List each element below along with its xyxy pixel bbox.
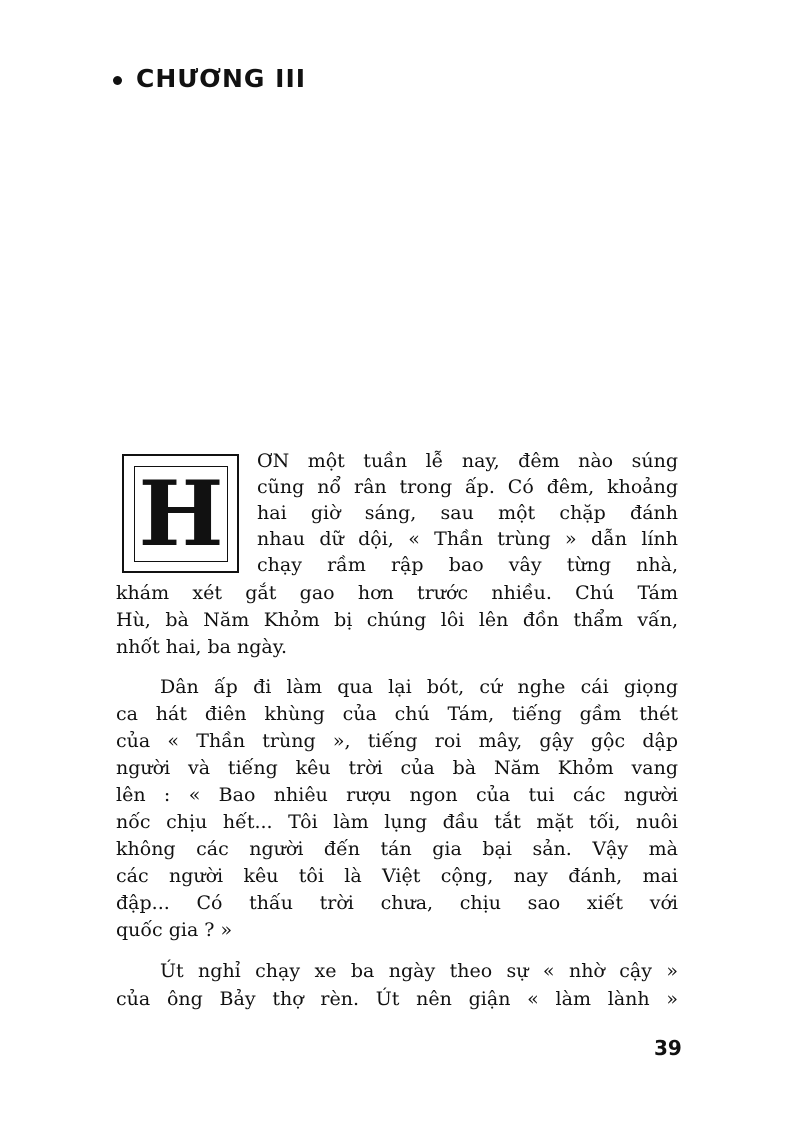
paragraph-1-line-4: nhau dữ dội, « Thần trùng » dẫn lính — [257, 528, 678, 550]
paragraph-1-line-6: khám xét gắt gao hơn trước nhiều. Chú Tám — [116, 582, 678, 604]
bullet-icon — [113, 76, 122, 85]
paragraph-2-line-8: các người kêu tôi là Việt cộng, nay đánh, mai — [116, 865, 678, 887]
paragraph-1-line-8: nhốt hai, ba ngày. — [116, 636, 287, 658]
drop-cap-inner-frame — [134, 461, 228, 567]
paragraph-2-line-6: nốc chịu hết... Tôi làm lụng đầu tắt mặt tối, nuôi — [116, 811, 678, 833]
paragraph-3-line-1: Út nghỉ chạy xe ba ngày theo sự « nhờ cậy » — [160, 960, 678, 982]
chapter-heading — [113, 64, 306, 93]
drop-cap-letter: H — [138, 461, 224, 567]
paragraph-2-line-5: lên : « Bao nhiêu rượu ngon của tui các người — [116, 784, 678, 806]
paragraph-2-line-3: của « Thần trùng », tiếng roi mây, gậy gộc dập — [116, 730, 678, 752]
paragraph-1-line-5: chạy rầm rập bao vây từng nhà, — [257, 554, 678, 576]
paragraph-2-line-4: người và tiếng kêu trời của bà Năm Khỏm vang — [116, 757, 678, 779]
paragraph-2-line-7: không các người đến tán gia bại sản. Vậy mà — [116, 838, 678, 860]
chapter-title: CHƯƠNG III — [136, 64, 307, 93]
paragraph-1-line-1: ƠN một tuần lễ nay, đêm nào súng — [257, 450, 678, 472]
paragraph-2-line-2: ca hát điên khùng của chú Tám, tiếng gầm thét — [116, 703, 678, 725]
paragraph-2-line-1: Dân ấp đi làm qua lại bót, cứ nghe cái giọng — [160, 676, 678, 698]
paragraph-1-line-7: Hù, bà Năm Khỏm bị chúng lôi lên đồn thẩm vấn, — [116, 609, 678, 631]
paragraph-1-line-2: cũng nổ rân trong ấp. Có đêm, khoảng — [257, 476, 678, 498]
paragraph-1-line-3: hai giờ sáng, sau một chặp đánh — [257, 502, 678, 524]
paragraph-2-line-9: đập... Có thấu trời chưa, chịu sao xiết với — [116, 892, 678, 914]
drop-cap-frame — [122, 454, 239, 573]
paragraph-2-line-10: quốc gia ? » — [116, 919, 233, 941]
paragraph-3-line-2: của ông Bảy thợ rèn. Út nên giận « làm lành » — [116, 988, 678, 1010]
page-number: 39 — [654, 1036, 682, 1060]
